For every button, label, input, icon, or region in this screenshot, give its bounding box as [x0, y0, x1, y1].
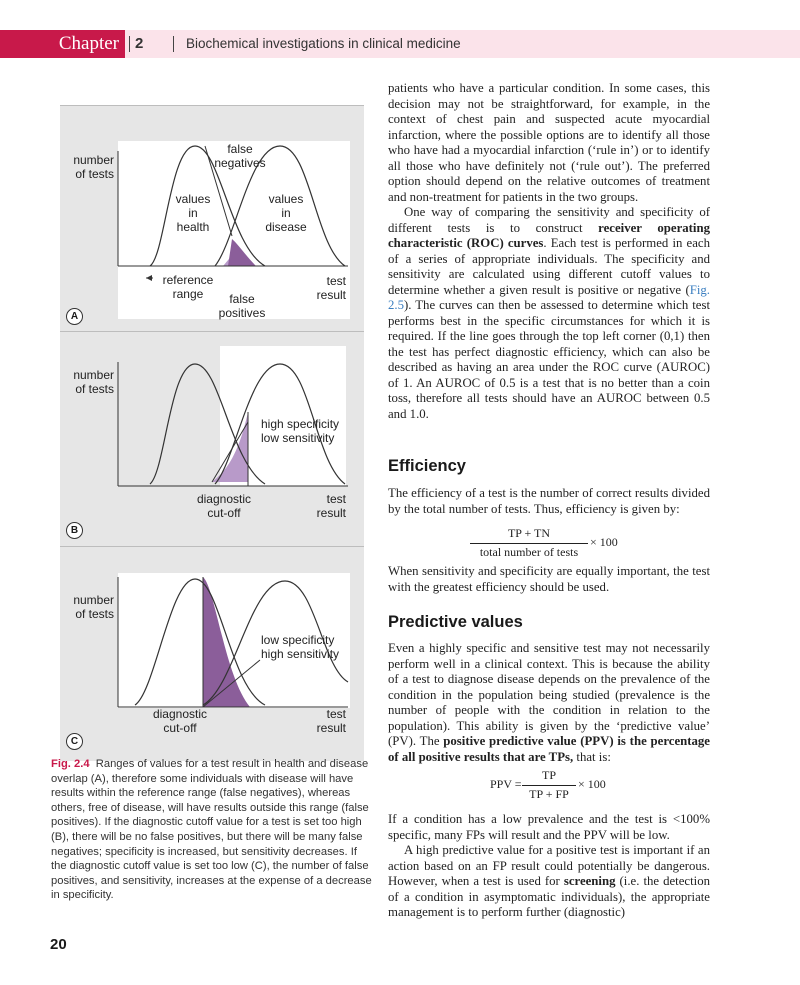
eq1-numerator: TP + TN	[507, 526, 551, 540]
false-negatives-label	[210, 142, 270, 170]
p5-text-a: Even a highly specific and sensitive test may not necessarily perform well in a clinical context. This is because the ability of a test to diagnose disease depends on the prevalence of the condition in the population being studied (prevalence is the number of people with the condition in relation to the population). This ability is given by the ‘predictive value’ (PV). The	[388, 641, 710, 748]
y-label-line-1: number	[73, 368, 114, 382]
p2-text-c: . Each test is performed in each of a series of appropriate individuals. The specificity and sensitivity are calculated using different cutoff values to determine whether a given result is positive or negative (	[388, 236, 710, 297]
reference-line-2: range	[172, 287, 204, 301]
p7-bold: screening	[563, 874, 616, 888]
panel-a	[60, 105, 364, 331]
x-label-line-1: test	[326, 492, 346, 506]
p7-text-a: A high predictive value for a positive test is important if an action based on an FP result could potentially be dangerous. However, when a test is used for	[388, 843, 710, 888]
sensitivity-note	[261, 633, 361, 661]
paragraph-3: The efficiency of a test is the number of correct results divided by the total number of tests. Thus, efficiency is given by:	[388, 486, 710, 516]
health-line-2: in	[188, 206, 198, 220]
false-positives-label	[212, 292, 272, 320]
body-block-1	[388, 81, 710, 422]
caption-label: Fig. 2.4	[51, 758, 90, 770]
chapter-label: Chapter	[58, 33, 119, 54]
paragraph-1: patients who have a particular condition. In some cases, this decision may not be straightforward, for example, in the context of chest pain and suspected acute myocardial infarction, where the possible options are to identify all those who have had a myocardial infarction (‘rule in’) or to identify all those who have definitely not (‘rule out’). The preferred option should depend on the relative outcomes of treatment and non-treatment for patients in the two groups.	[388, 81, 710, 204]
panel-b	[60, 331, 364, 546]
eq2-fraction-bar	[522, 785, 576, 786]
heading-predictive-values: Predictive values	[388, 613, 523, 631]
equation-efficiency	[388, 526, 710, 562]
false-negatives-line-2: negatives	[214, 156, 266, 170]
x-axis-label	[296, 274, 346, 302]
running-title: Biochemical investigations in clinical medicine	[186, 36, 461, 51]
panel-badge: A	[66, 308, 83, 325]
body-block-3	[388, 564, 710, 595]
y-axis-label	[62, 368, 114, 396]
health-line-1: values	[175, 192, 211, 206]
chapter-number: 2	[135, 35, 144, 52]
heading-efficiency: Efficiency	[388, 457, 466, 475]
p5-text-c: that is:	[573, 749, 611, 764]
x-label-line-1: test	[326, 274, 346, 288]
x-label-line-1: test	[326, 707, 346, 721]
eq2-lhs: PPV =	[490, 777, 522, 791]
disease-line-1: values	[268, 192, 304, 206]
disease-label	[258, 192, 314, 234]
x-label-line-2: result	[316, 288, 346, 302]
equation-ppv	[388, 768, 710, 804]
figure-2-4	[60, 105, 366, 761]
y-label-line-2: of tests	[75, 382, 114, 396]
disease-line-3: disease	[265, 220, 307, 234]
figure-caption	[51, 757, 373, 903]
paragraph-2	[388, 205, 710, 422]
cutoff-line-1: diagnostic	[152, 707, 208, 721]
health-label	[168, 192, 218, 234]
cutoff-label	[188, 492, 260, 520]
y-axis-label	[62, 593, 114, 621]
x-axis-label	[296, 707, 346, 735]
y-axis-label	[62, 153, 114, 181]
health-line-3: health	[176, 220, 210, 234]
body-block-4	[388, 641, 710, 765]
eq2-multiplier: × 100	[578, 777, 606, 791]
caption-text: Ranges of values for a test result in health and disease overlap (A), therefore some individuals with disease will have results within the reference range (false negatives), whereas others, free of disease, will have results outside this range (false positives). If the diagnostic cutoff value for a test is set too high (B), there will be no false positives, but there will be many false negatives; specificity is increased, but sensitivity decreases. If the diagnostic cutoff value is set too low (C), the number of false positives, and sensitivity, increases at the expense of a decrease in specificity.	[51, 758, 372, 902]
panel-badge: B	[66, 522, 83, 539]
eq2-denominator: TP + FP	[529, 787, 569, 801]
disease-line-2: in	[281, 206, 291, 220]
note-line-2: low sensitivity	[261, 431, 335, 445]
paragraph-5	[388, 641, 710, 765]
p2-text-d: ). The curves can then be assessed to determine which test performs best in the specific circumstances for which it is required. If the line goes through the top left corner (0,1) then the test has perfect diagnostic efficiency, which can also be described as having an area under the ROC curve (AUROC) of 1. An AUROC of 0.5 is a test that is no better than a coin toss, therefore all tests should have an AUROC between 0.5 and 1.0.	[388, 298, 710, 421]
note-line-1: high specificity	[261, 417, 340, 431]
paragraph-4: When sensitivity and specificity are equally important, the test with the greatest efficiency should be used.	[388, 564, 710, 594]
cutoff-line-1: diagnostic	[196, 492, 252, 506]
x-axis-label	[296, 492, 346, 520]
cutoff-line-2: cut-off	[163, 721, 197, 735]
false-positives-line-2: positives	[218, 306, 266, 320]
reference-line-1: reference	[162, 273, 214, 287]
p5-bold: positive predictive value (PPV) is the percentage of all positive results that are TPs,	[388, 734, 710, 764]
panel-c	[60, 546, 364, 761]
false-negatives-line-1: false	[227, 142, 253, 156]
paragraph-6: If a condition has a low prevalence and the test is <100% specific, many FPs will result and the PPV will be low.	[388, 812, 710, 842]
x-label-line-2: result	[316, 506, 346, 520]
y-label-line-1: number	[73, 153, 114, 167]
false-positives-line-1: false	[229, 292, 255, 306]
body-block-2	[388, 486, 710, 517]
y-label-line-2: of tests	[75, 167, 114, 181]
page-number: 20	[50, 936, 67, 953]
p2-text-a: One way of comparing the sensitivity and specificity of different tests is to construct	[388, 205, 710, 235]
cutoff-label	[144, 707, 216, 735]
specificity-note	[261, 417, 361, 445]
y-label-line-2: of tests	[75, 607, 114, 621]
panel-badge: C	[66, 733, 83, 750]
eq2-numerator: TP	[541, 768, 556, 782]
p7-text-c: (i.e. the detection of a condition in asymptomatic individuals), the appropriate management is to perform further (diagnostic)	[388, 874, 710, 919]
header-divider	[173, 36, 174, 52]
paragraph-7	[388, 843, 710, 921]
fig-2-5-link[interactable]: Fig. 2.5	[388, 282, 710, 312]
chapter-tab	[0, 30, 125, 58]
note-line-2: high sensitivity	[261, 647, 340, 661]
x-label-line-2: result	[316, 721, 346, 735]
eq1-multiplier: × 100	[590, 535, 618, 549]
note-line-1: low specificity	[261, 633, 335, 647]
body-block-5	[388, 812, 710, 921]
eq1-denominator: total number of tests	[479, 545, 579, 559]
eq1-fraction-bar	[470, 543, 588, 544]
y-label-line-1: number	[73, 593, 114, 607]
p2-bold: receiver operating characteristic (ROC) curves	[388, 220, 710, 250]
header-divider	[129, 36, 130, 52]
running-header	[0, 30, 800, 58]
cutoff-line-2: cut-off	[207, 506, 241, 520]
